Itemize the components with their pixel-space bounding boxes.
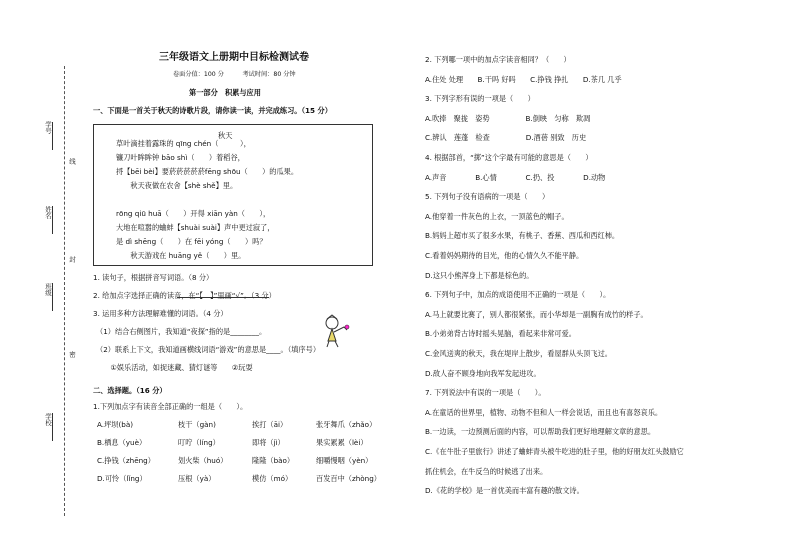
poem-line: 捋【bēi bèi】要菸菸菸菸菸fēng shōu（ ）的瓜果。 <box>116 167 299 176</box>
question-line: C.金风送爽的秋天，我在堤岸上散步，看屋群从头顶飞过。 <box>425 349 612 358</box>
section-title: 第一部分 积累与应用 <box>189 88 261 97</box>
question-line: A.他穿着一件灰色的上衣，一顶蓝色的帽子。 <box>425 212 569 221</box>
question-stem: 1.下列加点字有读音全部正确的一组是（ ）。 <box>93 402 248 411</box>
option-item: 即将（jì） <box>252 438 285 447</box>
option-item: 压根（yà） <box>178 474 216 483</box>
option-item: 百发百中（zhòng） <box>316 474 381 483</box>
option-item: 张牙舞爪（zhǎo） <box>316 420 377 429</box>
answer-underline <box>177 297 269 298</box>
binding-blank <box>52 206 53 234</box>
question-line: A.吹捧 聚拢 姿势 B.倒映 匀称 欺凋 <box>425 114 591 123</box>
question-line: B.妈妈上超市买了很多水果，有桃子、香蕉、西瓜和西红柿。 <box>425 231 620 240</box>
question-line: C.看着妈妈期待的目光，他的心情久久不能平静。 <box>425 251 584 260</box>
question-line: D.敌人奋不顾身地向我军发起进攻。 <box>425 369 541 378</box>
option-item: C.挣钱（zhēng） <box>97 456 155 465</box>
question-line: A.在童话的世界里，植物、动物不但和人一样会说话，而且也有喜怒哀乐。 <box>425 408 663 417</box>
poem-line: rōng qiū huā（ ）开得 xiān yàn（ ）， <box>116 209 271 218</box>
poem-line: 镰刀叶眸眸钟 bāo shì（ ）着稻谷， <box>116 153 245 162</box>
task-item: 2. 给加点字选择正确的读音，在“【 】”里画“√”。（3 分） <box>93 291 276 300</box>
question-line: D.《花的学校》是一首优美而丰富有趣的散文诗。 <box>425 486 584 495</box>
option-item: A.坪坝(bà) <box>97 420 134 429</box>
cartoon-illustration <box>316 313 352 349</box>
poem-line: 草叶滴挂着露珠的 qīng chén（ ）， <box>116 139 251 148</box>
question-line: C.《在牛肚子里旅行》讲述了蛐蚌青头被牛吃进的肚子里，他的好朋友红头鼓励它 <box>425 447 684 456</box>
question-line: A.声音 B.心情 C.扔、投 D.动物 <box>425 173 606 182</box>
binding-label-student-number: 学号 <box>44 121 52 134</box>
poem-title: 秋天 <box>218 131 233 140</box>
binding-blank <box>52 283 53 311</box>
exam-meta: 卷面分值：100 分 考试时间：80 分钟 <box>173 71 296 78</box>
task-item: （2）联系上下文，我知道画横线词语“游戏”的意思是____。（填序号） <box>96 345 321 354</box>
question-line: 2. 下列哪一项中的加点字读音相同？（ ） <box>425 55 571 64</box>
binding-mark-line: 线 <box>68 158 76 165</box>
question-line: 6. 下列句子中，加点的成语使用不正确的一项是（ ）。 <box>425 290 611 299</box>
option-item: 枝干（gàn) <box>178 420 216 429</box>
binding-blank <box>52 413 53 441</box>
option-item: 模仿（mó） <box>252 474 293 483</box>
option-item: 划火柴（huó） <box>178 456 228 465</box>
task-item: ①娱乐活动，如捉迷藏、猜灯谜等 ②玩耍 <box>96 363 253 372</box>
poem-line: 是 dì shēng（ ）在 fēi yóng（ ）吗？ <box>116 237 267 246</box>
task-item: 3. 运用多种方法理解难懂的词语。（4 分） <box>93 309 228 318</box>
question-heading: 二、选择题。（16 分） <box>93 386 167 395</box>
question-line: 7. 下列说法中有误的一项是（ ）。 <box>425 388 546 397</box>
binding-mark-secret: 密 <box>68 351 76 358</box>
question-heading: 一、下面是一首关于秋天的诗歌片段，请你读一读，并完成练习。（15 分） <box>93 106 332 115</box>
question-line: 3. 下列字形有误的一项是（ ） <box>425 94 535 103</box>
option-item: 细嚼慢咽（yèn） <box>316 456 373 465</box>
option-item: 叮咛（líng） <box>178 438 220 447</box>
question-line: C.辨认 莲蓬 检查 D.酒蓓 别致 历史 <box>425 133 587 142</box>
binding-label-name: 姓名 <box>44 206 52 219</box>
option-item: 隆隆（bào） <box>252 456 295 465</box>
question-line: 4. 根据部首，“掷”这个字最有可能的意思是（ ） <box>425 153 593 162</box>
question-line: A.马上就要比赛了，别人都很紧张，而小华却是一副胸有成竹的样子。 <box>425 310 648 319</box>
option-item: 挨打（āi） <box>252 420 288 429</box>
poem-box <box>93 124 373 266</box>
option-item: B.栖息（yuè） <box>97 438 147 447</box>
task-item: （1）结合右侧图片，我知道“夜探”指的是________。 <box>96 327 267 336</box>
binding-blank <box>52 122 53 150</box>
binding-mark-seal: 封 <box>68 256 76 263</box>
page-title: 三年级语文上册期中目标检测试卷 <box>159 52 309 63</box>
binding-label-class: 班级 <box>44 283 52 296</box>
binding-dashed-line <box>64 66 65 516</box>
question-line: D.这只小熊浑身上下都是棕色的。 <box>425 271 534 280</box>
binding-label-school: 学校 <box>44 413 52 426</box>
question-line: B.一边读，一边预测后面的内容，可以帮助我们更好地理解文章的意思。 <box>425 427 656 436</box>
question-line: 抓住机会，在牛反刍的时候逃了出来。 <box>425 467 548 476</box>
poem-line: 大地在喧嚣的蛐蚌【shuài suài】声中更过寂了， <box>116 223 275 232</box>
option-item: D.可怜（lǐng） <box>97 474 147 483</box>
question-line: A.住处 处理 B.干吗 好吗 C.挣钱 挣扎 D.茶几 几乎 <box>425 75 622 84</box>
poem-line: 秋天游戏在 huāng yě（ ）里。 <box>116 251 246 260</box>
question-line: 5. 下列句子没有语病的一项是（ ） <box>425 192 550 201</box>
task-item: 1. 读句子，根据拼音写词语。（8 分） <box>93 273 214 282</box>
poem-line: 秋天夜做在农舍【shè shě】里。 <box>116 181 238 190</box>
question-line: B.小弟弟背古诗时摇头晃脑，看起来非常可爱。 <box>425 329 576 338</box>
option-item: 果实累累（lèi） <box>316 438 368 447</box>
